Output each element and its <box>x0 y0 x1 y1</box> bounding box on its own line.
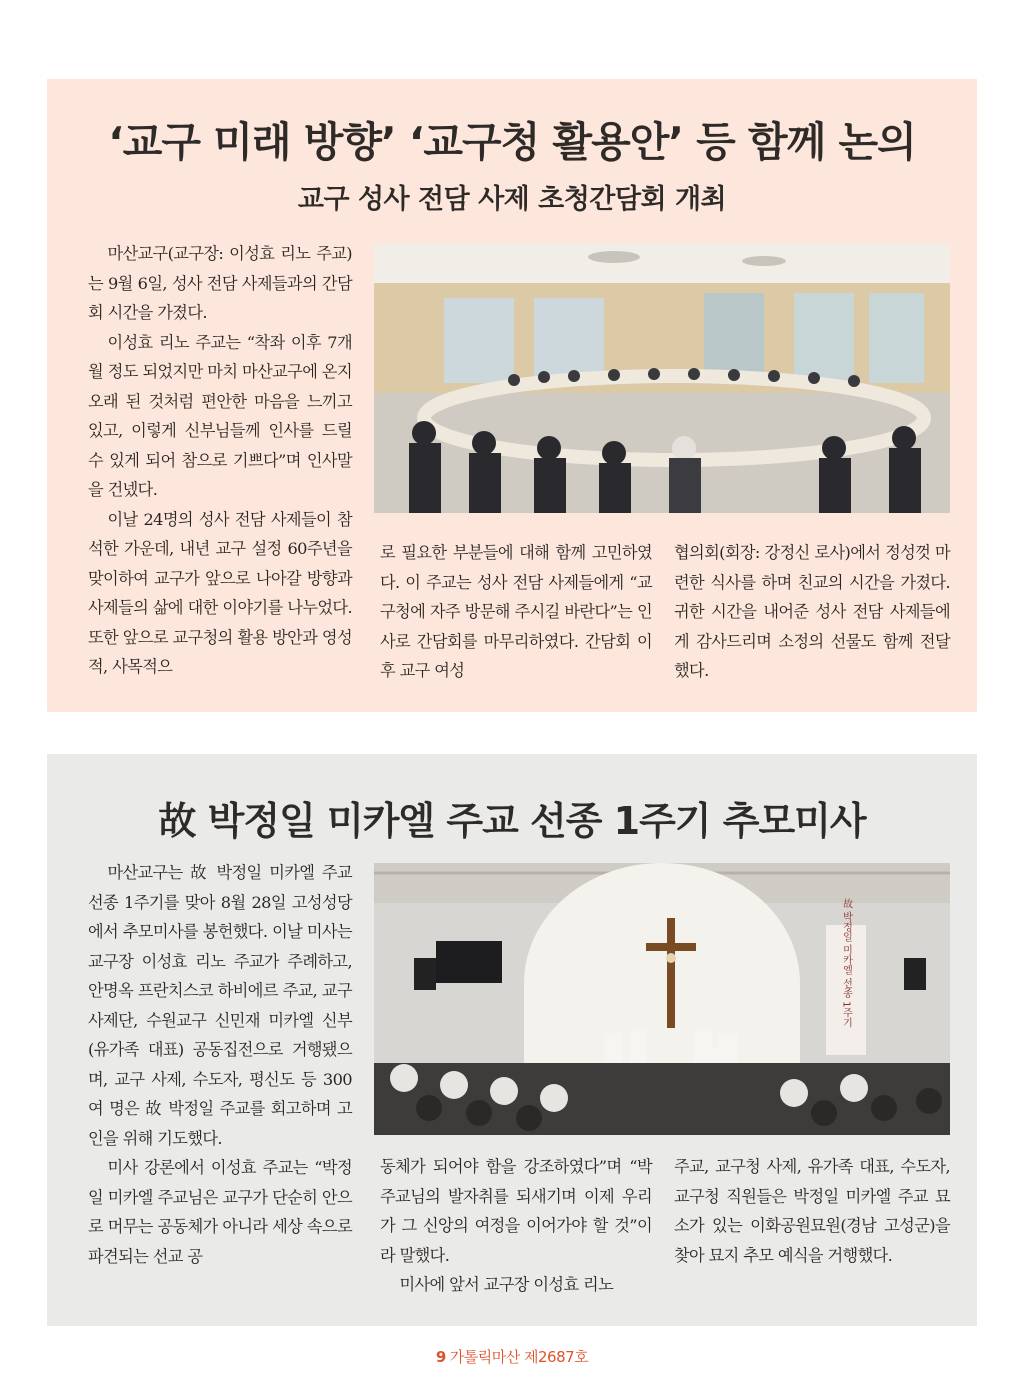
article2-column-3 <box>674 1152 950 1270</box>
article1-paragraph: 협의회(회장: 강정신 로사)에서 정성껏 마련한 식사를 하며 친교의 시간을 가졌다. 귀한 시간을 내어준 성사 전담 사제들에게 감사드리며 소정의 선물도 함께 전달했다. <box>674 543 950 680</box>
memorial-banner-text: 故 박정일 미카엘 선종 1주기 <box>840 898 852 1028</box>
article1-paragraph: 마산교구(교구장: 이성효 리노 주교)는 9월 6일, 성사 전담 사제들과의 간담회 시간을 가졌다. <box>88 244 352 322</box>
page-number: 9 <box>435 1348 446 1366</box>
article1-column-1 <box>88 239 352 682</box>
article-meeting <box>47 79 977 712</box>
article1-column-2 <box>380 538 652 686</box>
article2-paragraph: 미사 강론에서 이성효 주교는 “박정일 미카엘 주교님은 교구가 단순히 안으로 머무는 공동체가 아니라 세상 속으로 파견되는 선교 공 <box>88 1158 352 1266</box>
article1-paragraph: 로 필요한 부분들에 대해 함께 고민하였다. 이 주교는 성사 전담 사제들에게 “교구청에 자주 방문해 주시길 바란다”는 인사로 간담회를 마무리하였다. 간담회 이후 교구 여성 <box>380 543 652 680</box>
publication-issue: 가톨릭마산 제2687호 <box>449 1348 589 1366</box>
article1-subhead: 교구 성사 전담 사제 초청간담회 개최 <box>297 184 727 215</box>
article1-paragraph: 이날 24명의 성사 전담 사제들이 참석한 가운데, 내년 교구 설정 60주년을 맞이하여 교구가 앞으로 나아갈 방향과 사제들의 삶에 대한 이야기를 나누었다. 또한 앞으로 교구청의 활용 방안과 영성적, 사목적으 <box>88 509 352 676</box>
page-footer <box>0 1346 1024 1367</box>
article2-column-1 <box>88 858 352 1271</box>
article1-column-3 <box>674 538 950 686</box>
church-altar-illustration <box>374 863 950 1135</box>
article2-paragraph: 마산교구는 故 박정일 미카엘 주교 선종 1주기를 맞아 8월 28일 고성성당에서 추모미사를 봉헌했다. 이날 미사는 교구장 이성효 리노 주교가 주례하고, 안명옥 프란치스코 하비에르 주교, 교구 사제단, 수원교구 신민재 미카엘 신부(유가족 대표) 공동집전으로 거행됐으며, 교구 사제, 수도자, 평신도 등 300여 명은 故 박정일 주교를 회고하며 고인을 위해 기도했다. <box>88 863 352 1148</box>
article2-paragraph: 미사에 앞서 교구장 이성효 리노 <box>399 1275 614 1294</box>
article1-paragraph: 이성효 리노 주교는 “착좌 이후 7개월 정도 되었지만 마치 마산교구에 온지 오래 된 것처럼 편안한 마음을 느끼고 있고, 이렇게 신부님들께 인사를 드릴 수 있게 되어 참으로 기쁘다”며 인사말을 건넸다. <box>88 332 352 499</box>
meeting-room-photo <box>374 243 950 513</box>
article2-paragraph: 주교, 교구청 사제, 유가족 대표, 수도자, 교구청 직원들은 박정일 미카엘 주교 묘소가 있는 이화공원묘원(경남 고성군)을 찾아 묘지 추모 예식을 거행했다. <box>674 1157 950 1265</box>
article1-headline: ‘교구 미래 방향’ ‘교구청 활용안’ 등 함께 논의 <box>108 118 916 166</box>
meeting-room-illustration <box>374 243 950 513</box>
memorial-mass-photo <box>374 863 950 1135</box>
article2-paragraph: 동체가 되어야 함을 강조하였다”며 “박 주교님의 발자취를 되새기며 이제 우리가 그 신앙의 여정을 이어가야 할 것”이라 말했다. <box>380 1157 652 1265</box>
article2-column-2 <box>380 1152 652 1300</box>
article2-headline: 故 박정일 미카엘 주교 선종 1주기 추모미사 <box>158 799 866 843</box>
article-memorial-mass <box>47 754 977 1326</box>
